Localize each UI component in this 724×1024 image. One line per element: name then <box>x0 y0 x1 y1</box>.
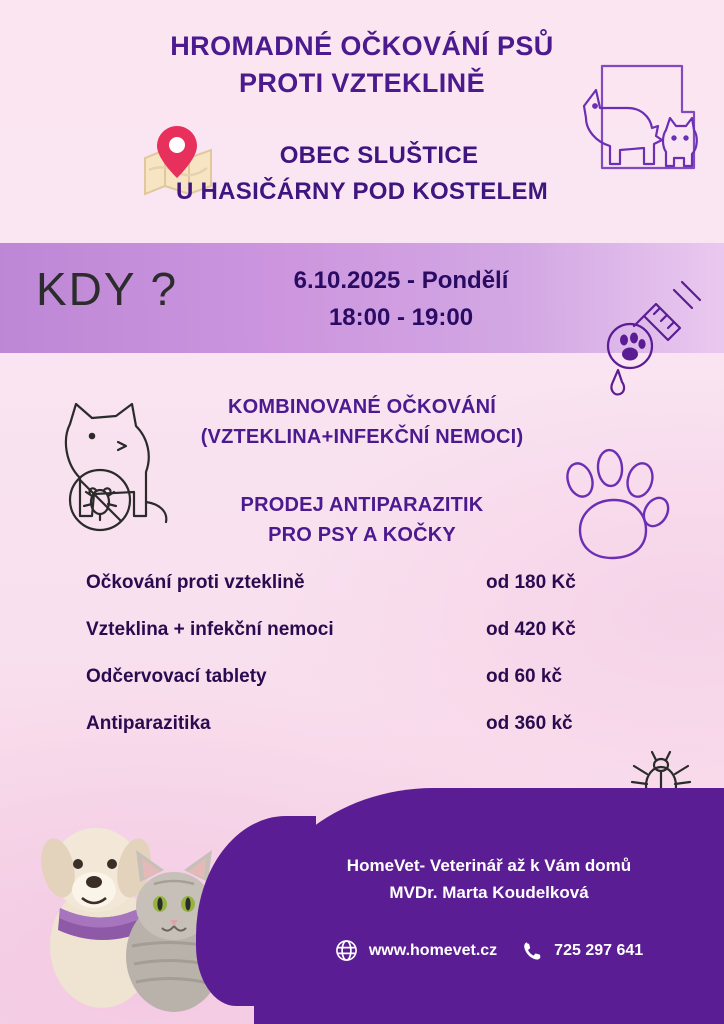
footer-text <box>254 852 724 906</box>
globe-icon <box>335 939 358 962</box>
phone-label: 725 297 641 <box>554 941 644 959</box>
place-line-2: U HASIČÁRNY POD KOSTELEM <box>175 178 549 205</box>
price-value: od 420 Kč <box>486 619 576 640</box>
title-line-1: HROMADNÉ OČKOVÁNÍ PSŮ <box>170 31 554 61</box>
footer-blob <box>254 788 724 1024</box>
title-line-2: PROTI VZTEKLINĚ <box>238 68 485 99</box>
service-block-2 <box>0 490 724 550</box>
price-label: Odčervovací tablety <box>86 666 267 687</box>
service-2-line-2: PRO PSY A KOČKY <box>268 524 456 546</box>
price-row <box>86 619 646 666</box>
price-value: od 360 kč <box>486 713 573 734</box>
footer-line-1: HomeVet- Veterinář až k Vám domů <box>346 855 632 875</box>
price-value: od 180 Kč <box>486 572 576 593</box>
website-contact[interactable] <box>335 939 497 962</box>
price-value: od 60 kč <box>486 666 563 687</box>
footer-line-2: MVDr. Marta Koudelková <box>389 882 589 902</box>
price-row <box>86 666 646 713</box>
price-label: Očkování proti vzteklině <box>86 572 305 593</box>
place-block <box>0 138 724 210</box>
price-label: Vzteklina + infekční nemoci <box>86 619 334 640</box>
service-block-1 <box>0 392 724 452</box>
phone-contact[interactable] <box>521 940 643 962</box>
when-details <box>236 262 566 336</box>
price-row <box>86 572 646 619</box>
when-time: 18:00 - 19:00 <box>328 304 474 332</box>
when-date: 6.10.2025 - Pondělí <box>293 267 509 294</box>
footer-contacts <box>254 939 724 962</box>
service-1-line-2: (VZTEKLINA+INFEKČNÍ NEMOCI) <box>200 426 524 448</box>
price-row <box>86 713 646 760</box>
price-list <box>86 572 646 760</box>
phone-icon <box>521 940 543 962</box>
price-label: Antiparazitika <box>86 713 211 734</box>
syringe-paw-icon <box>596 278 706 408</box>
service-2-line-1: PRODEJ ANTIPARAZITIK <box>240 494 484 516</box>
website-label: www.homevet.cz <box>368 941 498 959</box>
place-line-1: OBEC SLUŠTICE <box>279 142 479 169</box>
when-label: KDY ? <box>36 263 179 315</box>
service-1-line-1: KOMBINOVANÉ OČKOVÁNÍ <box>227 396 497 418</box>
